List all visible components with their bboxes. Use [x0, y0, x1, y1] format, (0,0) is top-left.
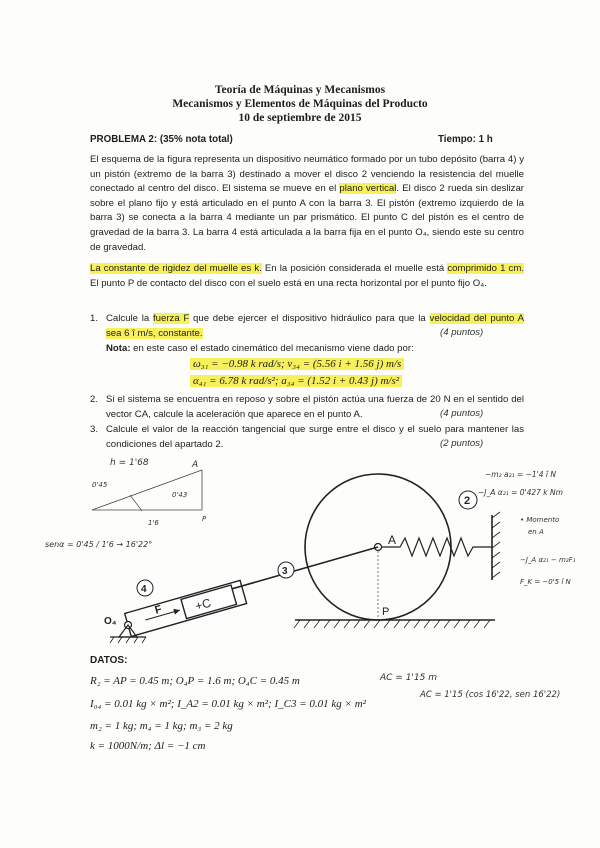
statement-paragraph-1 — [90, 153, 524, 255]
hw-ac-vector: AC = 1'15 (cos 16'22, sen 16'22) — [420, 690, 561, 700]
hw-right-3b: en A — [528, 528, 544, 536]
p1-highlight-plano: plano vertical — [339, 183, 397, 195]
kinematic-note — [106, 342, 526, 357]
exam-date: 10 de septiembre de 2015 — [238, 112, 362, 124]
q2-points: (4 puntos) — [440, 408, 484, 419]
q1-text-b: que debe ejercer el dispositivo hidráulico para que la — [189, 313, 430, 324]
q1-text-a: Calcule la — [106, 313, 153, 324]
q3-number: 3. — [90, 424, 99, 435]
mechanism-figure — [100, 460, 520, 650]
p2-text-a: En la posición considerada el muelle está — [261, 263, 448, 274]
course-subtitle: Mecanismos y Elementos de Máquinas del Producto — [172, 98, 428, 110]
course-title: Teoría de Máquinas y Mecanismos — [214, 84, 386, 96]
bar-4-label: 4 — [141, 584, 147, 595]
point-p-label: P — [382, 606, 390, 618]
note-equation-2: α₄₁ = 6.78 k rad/s²; a₃₄ = (1.52 i + 0.43 j) m/s² — [190, 375, 402, 387]
q1-highlight-velocity: velocidad del punto A sea 6 î m/s, constante. — [106, 313, 524, 339]
bar-3-label: 3 — [282, 566, 288, 577]
question-3: Calcule el valor de la reacción tangencial que surge entre el disco y el suelo para mantener las condiciones del apartado 2. — [106, 424, 524, 450]
hw-right-5: F_K = −0'5 î N — [520, 578, 571, 586]
force-f-label: F — [153, 603, 164, 617]
hw-h-label: h = 1'68 — [110, 458, 149, 468]
problem-time: Tiempo: 1 h — [438, 134, 493, 145]
q2-number: 2. — [90, 394, 99, 405]
datos-line-1: R₂ = AP = 0.45 m; O₄P = 1.6 m; O₄C = 0.45 m — [90, 675, 300, 687]
disk-label: 2 — [464, 495, 471, 507]
hw-16-label: 1'6 — [148, 519, 159, 527]
ground-hatching — [294, 620, 490, 628]
hw-043-label: 0'43 — [172, 491, 188, 499]
p2-text-b: El punto P de contacto del disco con el suelo está en una recta horizontal por el punto fijo O₄. — [90, 277, 487, 289]
p2-highlight-comprimido: comprimido 1 cm. — [447, 263, 524, 274]
p2-highlight-k: La constante de rigidez del muelle es k. — [90, 263, 262, 274]
datos-line-2: I₀₄ = 0.01 kg × m²; I_A2 = 0.01 kg × m²; I_C3 = 0.01 kg × m² — [90, 698, 366, 710]
datos-title: DATOS: — [90, 655, 128, 666]
q1-points: (4 puntos) — [440, 327, 484, 338]
hw-right-4: −J_A α₂₁ − m₂F₁ — [520, 556, 576, 564]
hw-right-3a: • Momento — [520, 516, 560, 524]
hw-sin-formula: senα = 0'45 / 1'6 → 16'22° — [45, 540, 153, 549]
hw-right-2: −J_A α₂₁ = 0'427 k Nm — [478, 488, 563, 497]
spring — [382, 538, 492, 556]
q3-points: (2 puntos) — [440, 438, 484, 449]
question-2: Si el sistema se encuentra en reposo y sobre el pistón actúa una fuerza de 20 N en el sentido del vector CA, calcule la aceleración que aparece en el punto A. — [106, 394, 524, 420]
p1-text-a: El esquema de la figura representa un dispositivo neumático formado por un tubo depósito (barra 4) y un pistón (extremo de la barra 3) destinado a mover el disco 2 venciendo la resistencia del muelle conectado al centro del disco. El sistema se mueve en el — [90, 154, 524, 195]
note-equation-1: ω₃₁ = −0.98 k rad/s; v₃₄ = (5.56 i + 1.56 j) m/s — [190, 358, 404, 370]
piston-c-label: +C — [193, 595, 213, 614]
wall-hatching — [492, 512, 500, 578]
hw-ac-length: AC = 1'15 m — [380, 673, 437, 683]
pivot-o4-label: O₄ — [104, 616, 117, 627]
hw-right-1: −m₂ a₂₁ = −1'4 î N — [485, 470, 556, 479]
hw-p-label: P — [202, 515, 207, 523]
datos-line-4: k = 1000N/m; Δl = −1 cm — [90, 740, 206, 752]
hw-a-label: A — [192, 460, 199, 470]
q1-highlight-force: fuerza F — [152, 313, 190, 324]
note-label: Nota: — [106, 343, 131, 354]
problem-label: PROBLEMA 2: (35% nota total) — [90, 134, 233, 145]
point-a-label: A — [388, 533, 397, 547]
p1-text-b: . El disco 2 rueda sin deslizar sobre el plano fijo y está articulado en el punto A con la barra 3. El pistón (extremo izquierdo de la barra 3) se conecta a la barra 4 mediante un par prismático. El punto C del pistón es el centro de gravedad de la barra 3. La barra 4 está articulada a la barra fija en el punto O₄, siendo este su centro de gravedad. — [90, 183, 524, 253]
statement-paragraph-2 — [90, 262, 524, 291]
datos-line-3: m₂ = 1 kg; m₄ = 1 kg; m₃ = 2 kg — [90, 720, 233, 732]
q1-number: 1. — [90, 313, 99, 324]
note-text: en este caso el estado cinemático del mecanismo viene dado por: — [130, 343, 414, 354]
hw-045-label: 0'45 — [92, 481, 108, 489]
